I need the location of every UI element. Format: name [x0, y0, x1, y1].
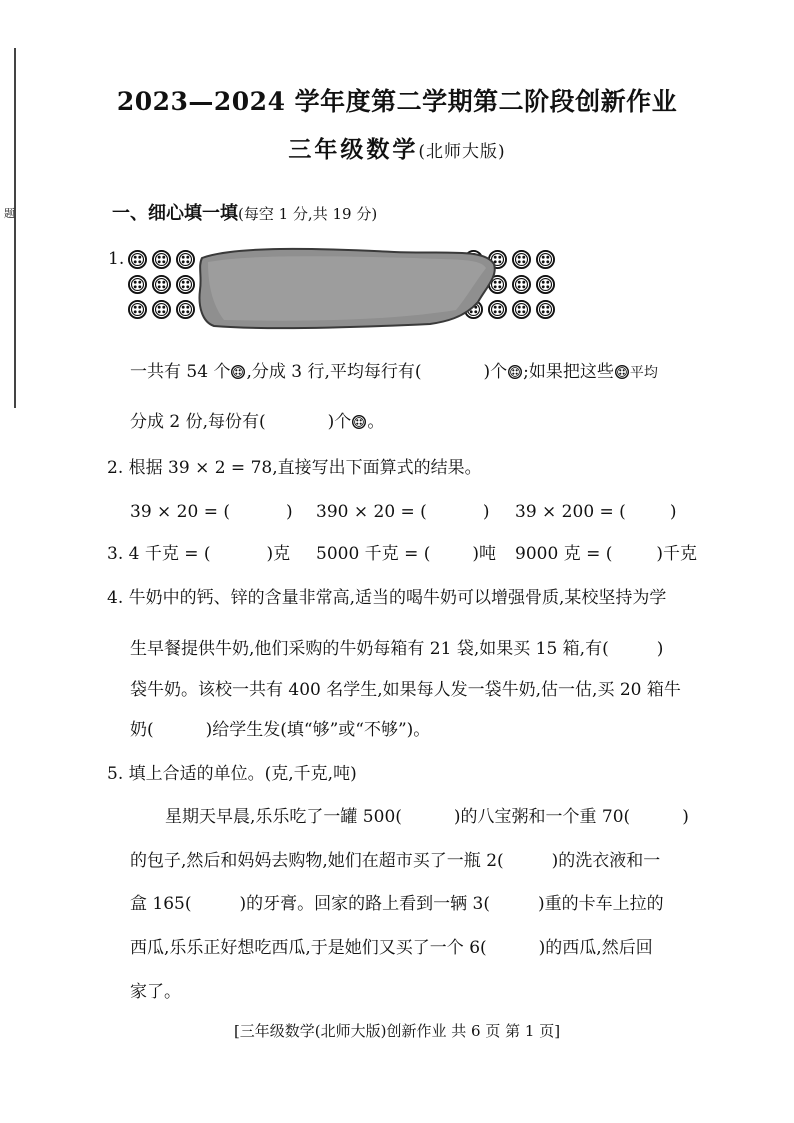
q1-text-g: )个	[327, 412, 352, 432]
q5-para-4-b: )的西瓜,然后回	[538, 938, 653, 958]
q1-text-h: 。	[367, 412, 385, 432]
button-icon	[512, 300, 531, 319]
q2-expr-3	[515, 501, 676, 523]
q1-text-f: 分成 2 份,每份有(	[130, 412, 266, 432]
button-icon	[152, 300, 171, 319]
ink-smudge	[194, 244, 498, 334]
q1-text-d: ;如果把这些	[523, 362, 614, 382]
q1-number: 1.	[108, 249, 125, 269]
q2-expr-2-a: 390 × 20 = (	[316, 502, 427, 522]
q4-line-3: 袋牛奶。该校一共有 400 名学生,如果每人发一袋牛奶,估一估,买 20 箱牛	[130, 680, 681, 700]
page-title: 2023—2024 学年度第二学期第二阶段创新作业	[116, 87, 678, 116]
q5-para-2	[130, 850, 660, 872]
button-icon	[536, 300, 555, 319]
q2-expr-2-b: )	[482, 502, 490, 522]
button-icon	[615, 365, 629, 379]
q4-line-2-b: )	[656, 639, 664, 659]
q3-a	[107, 543, 290, 565]
section-1-note: (每空 1 分,共 19 分)	[238, 205, 378, 223]
q4-line-2-a: 生早餐提供牛奶,他们采购的牛奶每箱有 21 袋,如果买 15 箱,有(	[130, 639, 609, 659]
q5-para-2-b: )的洗衣液和一	[551, 851, 661, 871]
section-1-heading	[112, 203, 377, 225]
button-icon	[512, 250, 531, 269]
q3-c	[515, 543, 697, 565]
q1-text-b: ,分成 3 行,平均每行有(	[246, 362, 422, 382]
q3-b-1: 5000 千克 = (	[316, 544, 431, 564]
q5-para-2-a: 的包子,然后和妈妈去购物,她们在超市买了一瓶 2(	[130, 851, 504, 871]
q1-text-c: )个	[483, 362, 508, 382]
q5-para-1-c: )	[682, 807, 689, 827]
q5-para-4-a: 西瓜,乐乐正好想吃西瓜,于是她们又买了一个 6(	[130, 938, 487, 958]
button-icon	[512, 275, 531, 294]
q5-para-1-b: )的八宝粥和一个重 70(	[453, 807, 631, 827]
button-icon	[152, 250, 171, 269]
q4-line-1: 4. 牛奶中的钙、锌的含量非常高,适当的喝牛奶可以增强骨质,某校坚持为学	[107, 588, 667, 608]
q2-stem: 2. 根据 39 × 2 = 78,直接写出下面算式的结果。	[107, 458, 482, 478]
q1-line1	[130, 361, 658, 384]
button-icon	[176, 275, 195, 294]
button-icon	[176, 250, 195, 269]
button-icon	[128, 300, 147, 319]
section-1-title: 一、细心填一填	[112, 203, 238, 224]
q1-line2	[130, 411, 384, 433]
q5-para-1	[165, 806, 689, 828]
q3-b	[316, 543, 496, 565]
button-icon	[231, 365, 245, 379]
q5-para-1-a: 星期天早晨,乐乐吃了一罐 500(	[165, 807, 402, 827]
q4-line-4-a: 奶(	[130, 720, 154, 740]
q2-expr-3-a: 39 × 200 = (	[515, 502, 626, 522]
subject-label: 三年级数学	[288, 136, 419, 163]
q5-para-5: 家了。	[130, 982, 181, 1002]
q5-stem: 5. 填上合适的单位。(克,千克,吨)	[107, 764, 357, 784]
q2-expr-1	[130, 501, 293, 523]
button-icon	[176, 300, 195, 319]
q5-para-4	[130, 937, 653, 959]
q2-expr-2	[316, 501, 489, 523]
q3-c-1: 9000 克 = (	[515, 544, 613, 564]
page-footer: [三年级数学(北师大版)创新作业 共 6 页 第 1 页]	[233, 1022, 561, 1040]
q1-text-a: 一共有 54 个	[130, 362, 231, 382]
page-subtitle	[0, 131, 794, 164]
button-icon	[128, 250, 147, 269]
q2-expr-3-b: )	[669, 502, 677, 522]
edition-label: (北师大版)	[418, 142, 506, 162]
button-icon	[536, 275, 555, 294]
q2-expr-1-a: 39 × 20 = (	[130, 502, 230, 522]
q3-a-2: )克	[266, 544, 291, 564]
button-icon	[352, 415, 366, 429]
q3-c-2: )千克	[656, 544, 697, 564]
q1-text-e: 平均	[629, 365, 658, 381]
button-icon	[152, 275, 171, 294]
q3-b-2: )吨	[472, 544, 496, 564]
q5-para-3	[130, 893, 664, 915]
q4-line-4-b: )给学生发(填“够”或“不够”)。	[205, 720, 431, 740]
button-icon	[508, 365, 522, 379]
q4-line-2	[130, 638, 663, 660]
q5-para-3-c: )重的卡车上拉的	[537, 894, 664, 914]
button-icon	[536, 250, 555, 269]
q3-a-1: 3. 4 千克 = (	[107, 544, 211, 564]
button-icon	[128, 275, 147, 294]
side-mark: 题	[4, 207, 15, 220]
q5-para-3-b: )的牙膏。回家的路上看到一辆 3(	[239, 894, 490, 914]
q4-line-4	[130, 719, 430, 741]
q2-expr-1-b: )	[286, 502, 293, 522]
q5-para-3-a: 盒 165(	[130, 894, 192, 914]
